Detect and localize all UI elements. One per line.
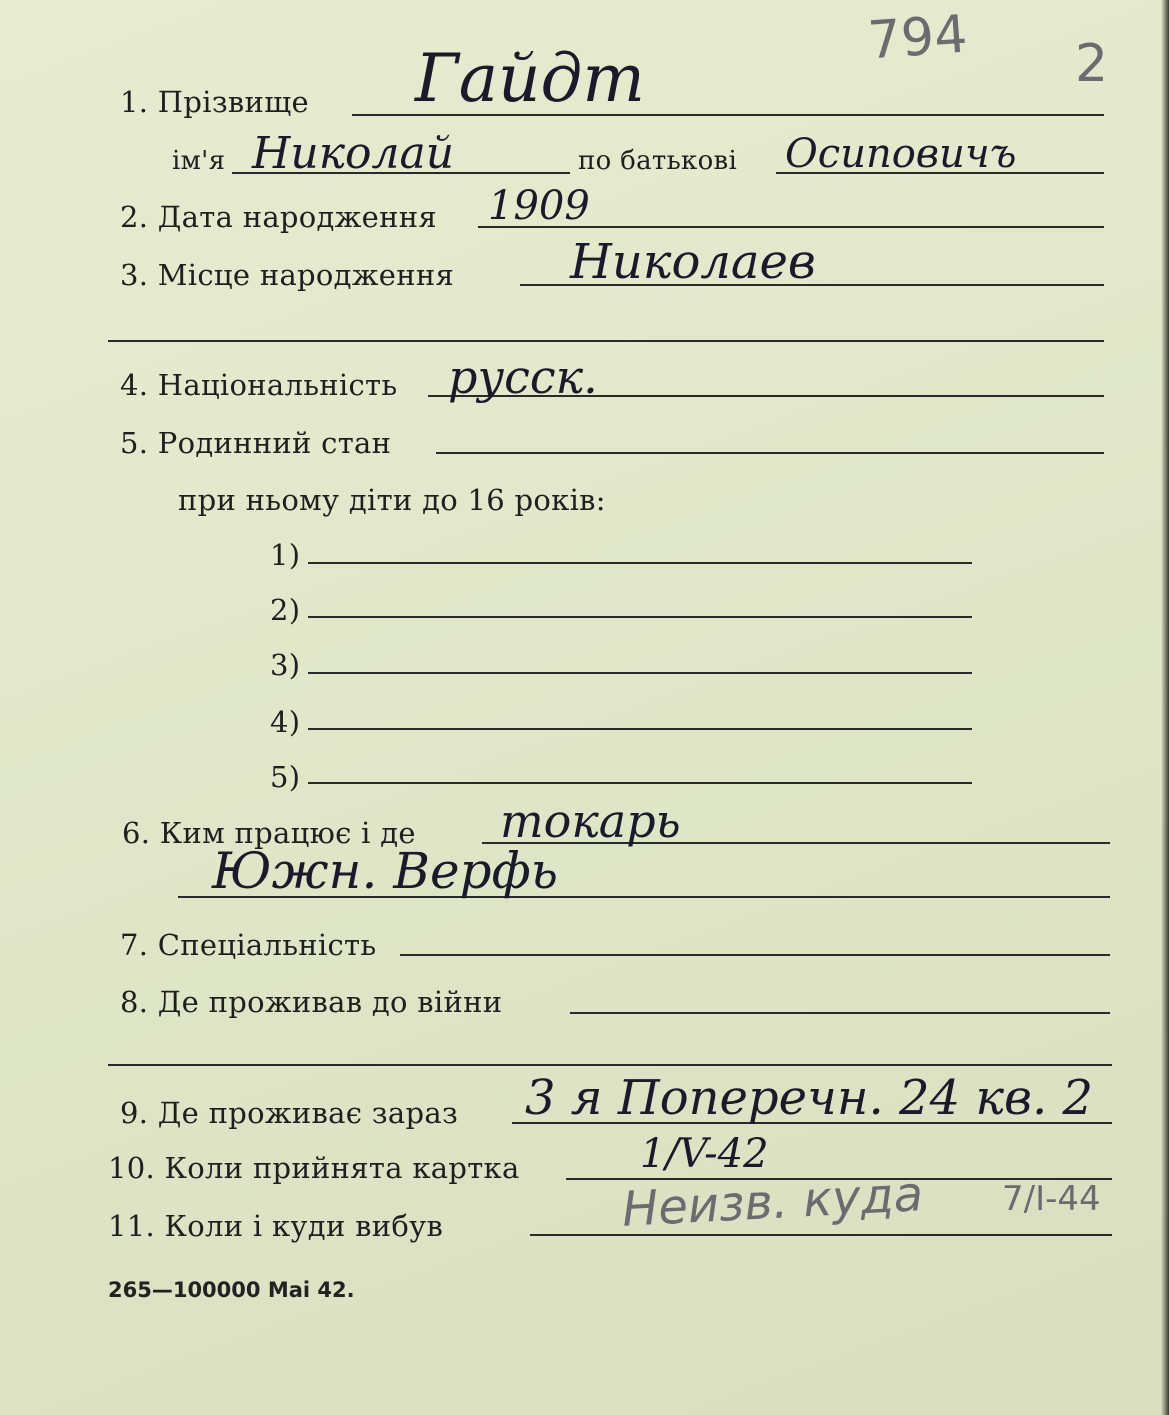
- archive-letter: 2: [1075, 34, 1109, 94]
- current-value: 3 я Поперечн. 24 кв. 2: [525, 1070, 1094, 1126]
- specialty-label: 7. Спеціальність: [120, 928, 377, 962]
- work-value: токарь: [500, 794, 681, 848]
- family-line: [436, 452, 1104, 454]
- child-2-line: [308, 616, 972, 618]
- family-label: 5. Родинний стан: [120, 426, 392, 460]
- birthdate-label: 2. Дата народження: [120, 200, 437, 234]
- child-1-line: [308, 562, 972, 564]
- work-label: 6. Ким працює і де: [122, 816, 416, 850]
- child-2-label: 2): [270, 593, 301, 627]
- surname-label: 1. Прізвище: [120, 85, 309, 119]
- name-value: Николай: [252, 128, 455, 179]
- name-label: ім'я: [172, 146, 226, 176]
- child-4-label: 4): [270, 705, 301, 739]
- current-label: 9. Де проживає зараз: [120, 1096, 459, 1130]
- child-3-label: 3): [270, 648, 301, 682]
- prewar-line: [570, 1012, 1110, 1014]
- prewar-line-2: [108, 1064, 1112, 1066]
- birthplace-label: 3. Місце народження: [120, 258, 455, 292]
- child-3-line: [308, 672, 972, 674]
- work-value-2: Южн. Верфь: [212, 842, 558, 900]
- child-5-label: 5): [270, 760, 301, 794]
- patronymic-value: Осиповичъ: [785, 131, 1017, 177]
- departed-date: 7/I-44: [1002, 1179, 1101, 1219]
- specialty-line: [400, 954, 1110, 956]
- card-value: 1/V-42: [640, 1131, 769, 1177]
- birthplace-line-2: [108, 340, 1104, 342]
- birthplace-value: Николаев: [570, 234, 816, 290]
- card-label: 10. Коли прийнята картка: [108, 1151, 520, 1185]
- surname-value: Гайдт: [415, 40, 645, 117]
- child-1-label: 1): [270, 538, 301, 572]
- children-label: при ньому діти до 16 років:: [178, 483, 606, 517]
- child-5-line: [308, 782, 972, 784]
- prewar-label: 8. Де проживав до війни: [120, 985, 503, 1019]
- departed-value: Неизв. куда: [620, 1166, 925, 1238]
- nationality-label: 4. Національність: [120, 368, 398, 402]
- print-run-footer: 265—100000 Mai 42.: [108, 1278, 355, 1302]
- departed-label: 11. Коли і куди вибув: [108, 1209, 444, 1243]
- nationality-value: русск.: [448, 350, 598, 404]
- patronymic-label: по батькові: [578, 146, 738, 176]
- archive-number: 794: [866, 4, 970, 72]
- child-4-line: [308, 728, 972, 730]
- departed-line: [530, 1234, 1112, 1236]
- birthdate-value: 1909: [488, 183, 590, 229]
